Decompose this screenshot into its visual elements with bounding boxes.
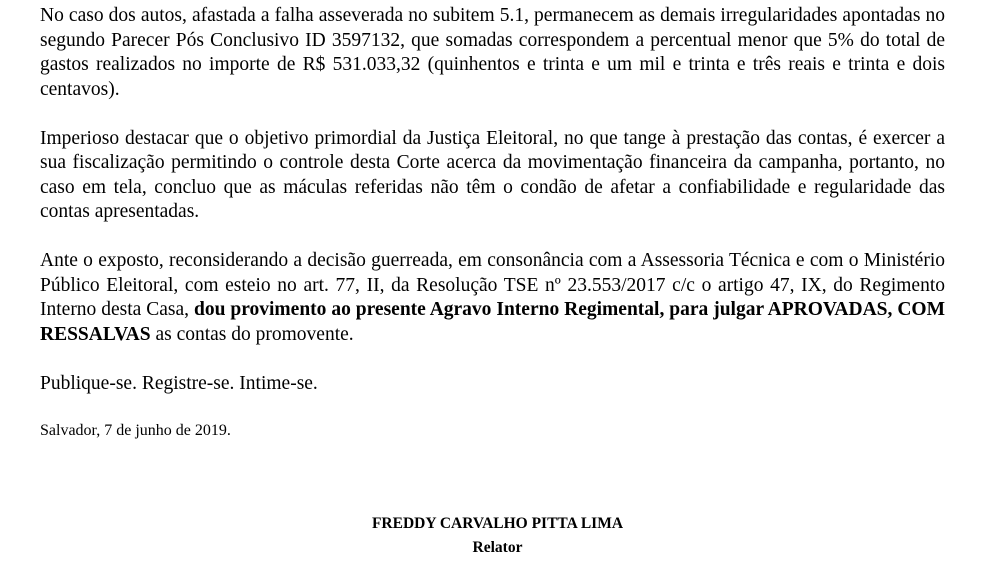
paragraph-4 (40, 372, 945, 397)
signature-block (0, 512, 995, 560)
document-body (40, 4, 945, 441)
date-line: Salvador, 7 de junho de 2019. (40, 421, 231, 439)
paragraph-1-text: No caso dos autos, afastada a falha asseverada no subitem 5.1, permanecem as demais irregularidades apontadas no segundo Parecer Pós Conclusivo ID 3597132, que somadas correspondem a percentual menor que 5% do total de gastos realizados no importe de R$ 531.033,32 (quinhentos e trinta e um mil e trinta e três reais e trinta e dois centavos). (40, 5, 945, 100)
paragraph-3-decision-bold: dou provimento ao presente Agravo Interno Regimental, para julgar APROVADAS, COM RESSALVAS (40, 299, 945, 345)
signature-name: FREDDY CARVALHO PITTA LIMA (371, 515, 624, 532)
paragraph-2-text: Imperioso destacar que o objetivo primordial da Justiça Eleitoral, no que tange à prestação das contas, é exercer a sua fiscalização permitindo o controle desta Corte acerca da movimentação financeira da campanha, portanto, no caso em tela, concluo que as máculas referidas não têm o condão de afetar a confiabilidade e regularidade das contas apresentadas. (40, 127, 945, 222)
paragraph-3-text-end: as contas do promovente. (150, 323, 354, 345)
signature-role: Relator (472, 539, 523, 556)
paragraph-3-text-intro: Ante o exposto, reconsiderando a decisão guerreada, em consonância com a Assessoria Técnica e com o Ministério Público Eleitoral, com esteio no art. 77, II, da Resolução TSE nº 23.553/2017 c/c o artigo 47, IX, do Regimento Interno desta Casa, (40, 250, 945, 320)
paragraph-3 (40, 249, 945, 347)
paragraph-4-text: Publique-se. Registre-se. Intime-se. (40, 372, 318, 394)
paragraph-1 (40, 4, 945, 102)
paragraph-2 (40, 127, 945, 225)
